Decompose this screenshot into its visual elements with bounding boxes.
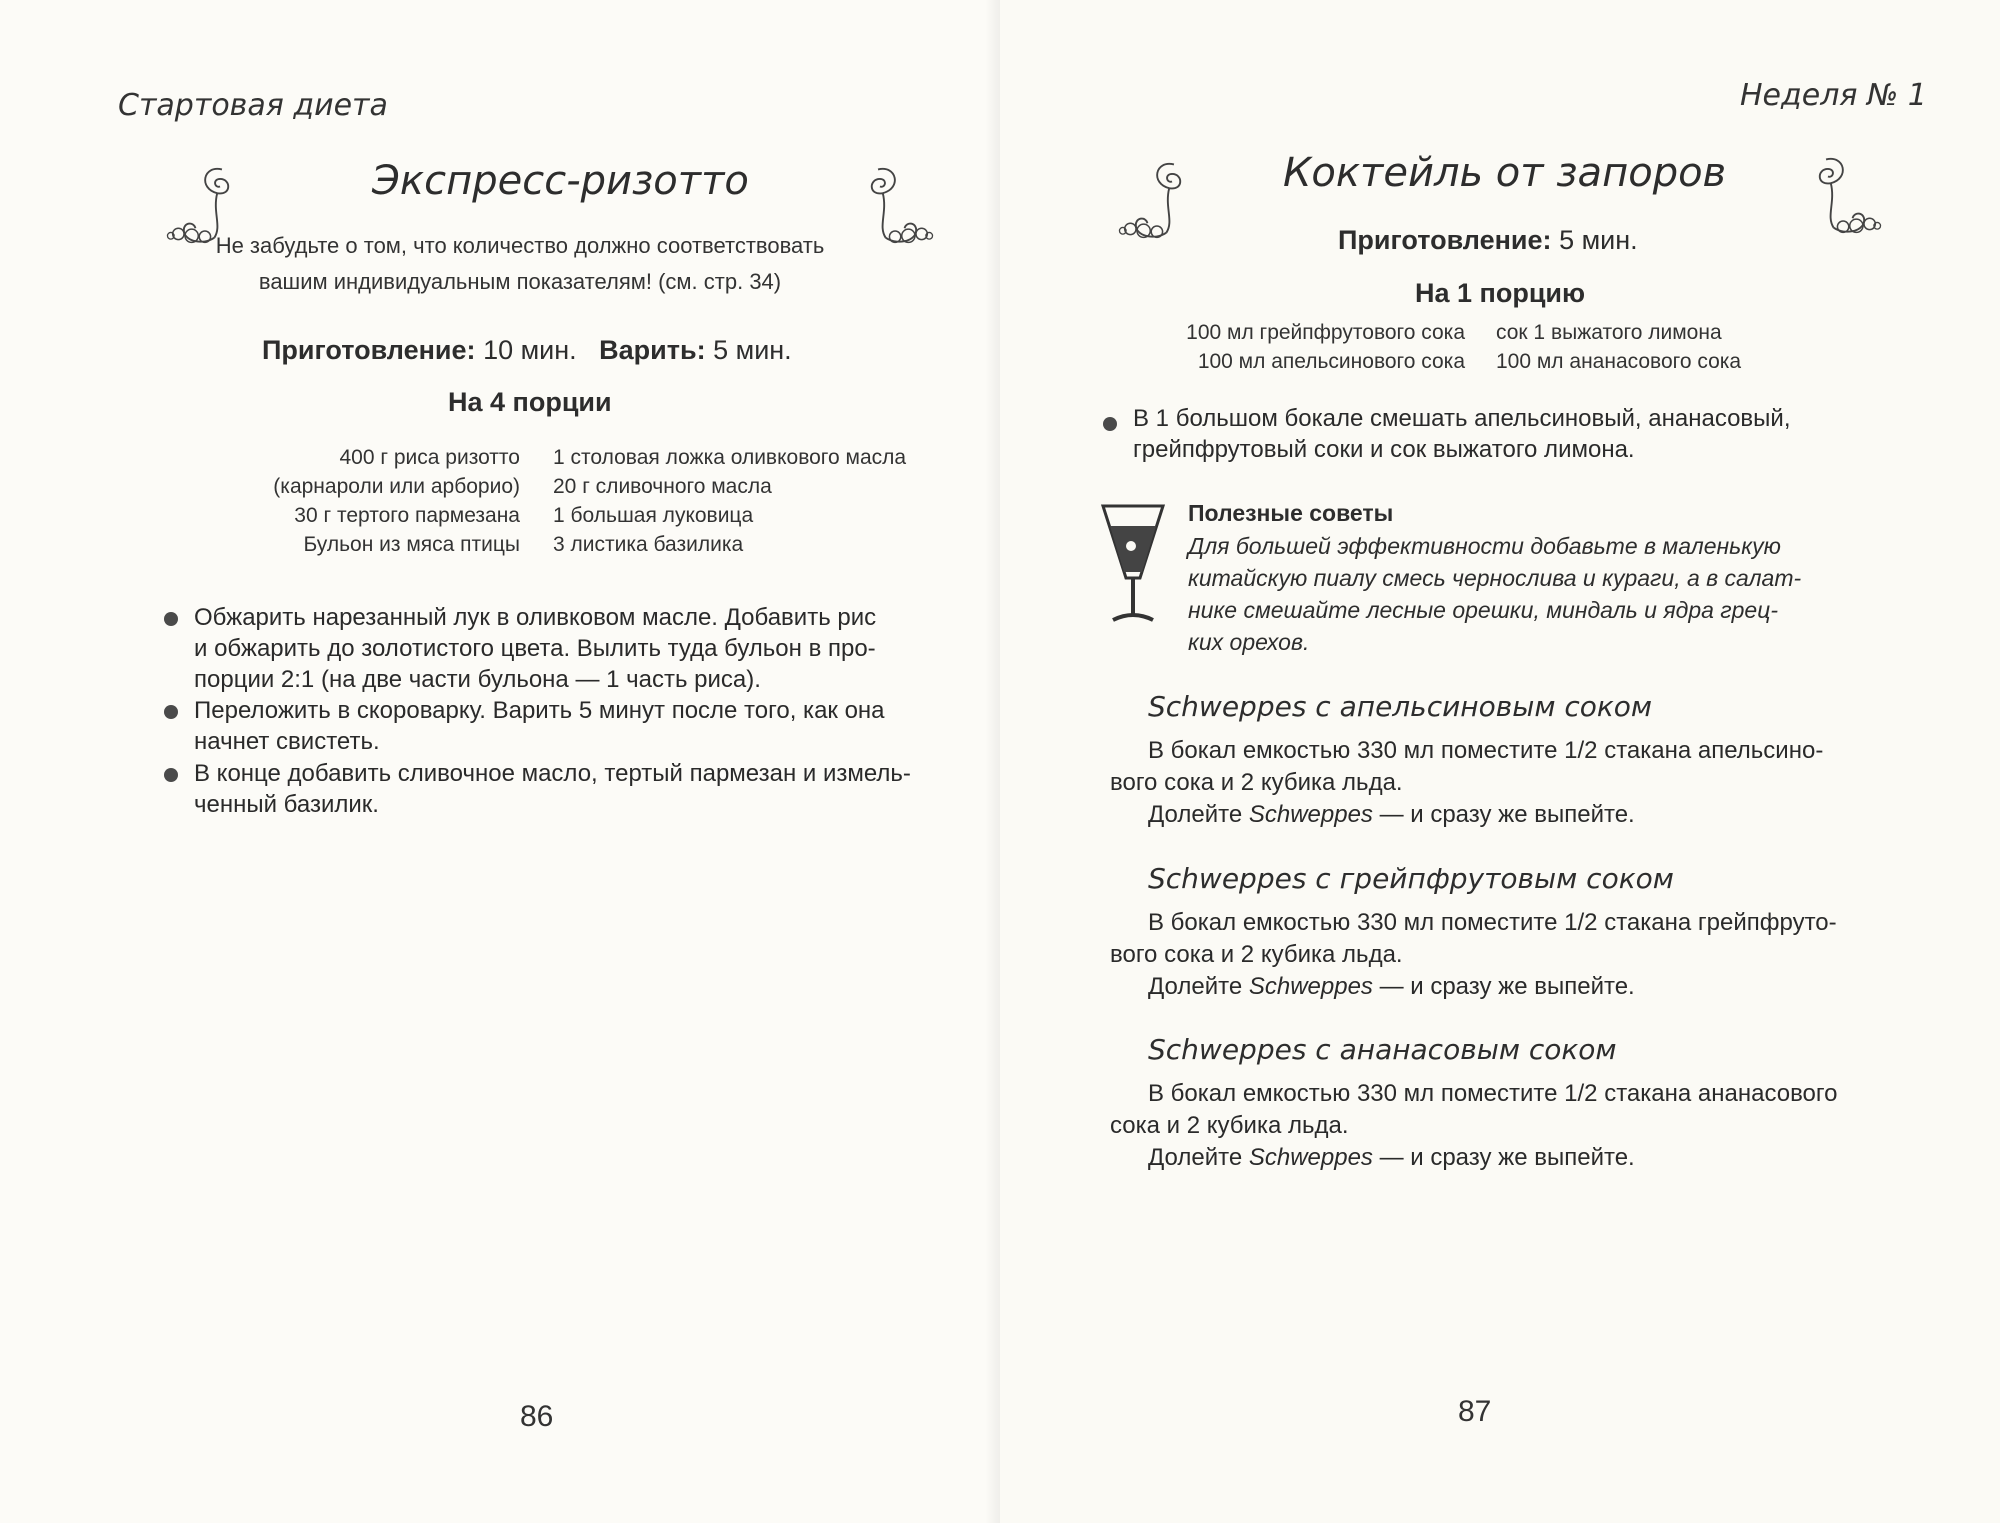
ingredient: Бульон из мяса птицы xyxy=(303,533,520,556)
portions: На 4 порции xyxy=(448,387,612,417)
ingredient: (карнароли или арборио) xyxy=(273,475,520,498)
right-page xyxy=(1000,0,2000,1523)
prep-label: Приготовление: xyxy=(1338,225,1552,255)
variant-line xyxy=(1110,971,1970,1003)
prep-label: Приготовление: xyxy=(262,335,476,365)
note-line: вашим индивидуальным показателям! (см. стр. 34) xyxy=(258,269,782,294)
running-head: Неделя № 1 xyxy=(1740,78,1927,113)
ingredients-right xyxy=(553,443,953,559)
brand-name: Schweppes xyxy=(1248,801,1373,828)
variant-line: вого сока и 2 кубика льда. xyxy=(1110,941,1403,968)
ingredient: сок 1 выжатого лимона xyxy=(1496,321,1722,344)
prep-time xyxy=(1338,225,1638,256)
brand-name: Schweppes xyxy=(1248,1144,1373,1171)
recipe-title: Коктейль от запоров xyxy=(1283,150,1727,196)
cocktail-glass-icon xyxy=(1098,498,1168,628)
swirl-ornament-icon xyxy=(1790,150,1900,240)
ingredient: 1 большая луковица xyxy=(553,504,754,527)
text-fragment: — и сразу же выпейте. xyxy=(1372,1144,1635,1171)
variant-text xyxy=(1110,735,1970,831)
step-2 xyxy=(194,695,954,757)
note-line: Не забудьте о том, что количество должно соответствовать xyxy=(215,233,825,258)
step-3 xyxy=(194,758,954,820)
ingredient: 3 листика базилика xyxy=(553,533,744,556)
variant-line: В бокал емкостью 330 мл поместите 1/2 стакана ананасового xyxy=(1148,1080,1838,1107)
variant-line: В бокал емкостью 330 мл поместите 1/2 стакана грейпфруто- xyxy=(1148,909,1837,936)
variant-text xyxy=(1110,907,1970,1003)
variant-title: Schweppes с апельсиновым соком xyxy=(1148,690,1653,723)
tips-line: нике смешайте лесные орешки, миндаль и ядра грец- xyxy=(1188,597,1779,623)
bullet-icon xyxy=(164,705,178,719)
step-1 xyxy=(1133,403,1953,465)
ingredients-left xyxy=(190,443,520,559)
portions: На 1 порцию xyxy=(1415,278,1586,308)
variant-line xyxy=(1110,1142,1970,1174)
page-number: 86 xyxy=(520,1400,554,1433)
ingredients-right xyxy=(1496,318,1896,376)
step-line: Переложить в скороварку. Варить 5 минут после того, как она xyxy=(194,697,885,724)
ingredient: 400 г риса ризотто xyxy=(339,446,520,469)
prep-value: 10 мин. xyxy=(483,335,577,365)
prep-time xyxy=(262,335,792,366)
ingredients-left xyxy=(1080,318,1465,376)
variant-title: Schweppes с грейпфрутовым соком xyxy=(1148,862,1674,895)
variant-line: сока и 2 кубика льда. xyxy=(1110,1112,1349,1139)
ingredient: 100 мл грейпфрутового сока xyxy=(1186,321,1465,344)
recipe-title: Экспресс-ризотто xyxy=(372,158,749,204)
text-fragment: — и сразу же выпейте. xyxy=(1372,801,1635,828)
text-fragment: — и сразу же выпейте. xyxy=(1372,973,1635,1000)
step-line: грейпфрутовый соки и сок выжатого лимона. xyxy=(1133,436,1635,463)
prep-value: 5 мин. xyxy=(1559,225,1638,255)
variant-line: вого сока и 2 кубика льда. xyxy=(1110,769,1403,796)
text-fragment: Долейте xyxy=(1148,801,1249,828)
brand-name: Schweppes xyxy=(1248,973,1373,1000)
variant-line xyxy=(1110,799,1970,831)
step-line: В конце добавить сливочное масло, тертый пармезан и измель- xyxy=(194,760,911,787)
step-line: В 1 большом бокале смешать апельсиновый, ананасовый, xyxy=(1133,405,1791,432)
text-fragment: Долейте xyxy=(1148,1144,1249,1171)
swirl-ornament-icon xyxy=(1100,155,1210,245)
ingredient: 20 г сливочного масла xyxy=(553,475,772,498)
step-line: ченный базилик. xyxy=(194,791,379,818)
bullet-icon xyxy=(164,612,178,626)
cook-label: Варить: xyxy=(599,335,706,365)
step-line: и обжарить до золотистого цвета. Вылить туда бульон в про- xyxy=(194,635,876,662)
step-line: порции 2:1 (на две части бульона — 1 часть риса). xyxy=(194,666,761,693)
cook-value: 5 мин. xyxy=(713,335,792,365)
variant-line: В бокал емкостью 330 мл поместите 1/2 стакана апельсино- xyxy=(1148,737,1824,764)
ingredient: 100 мл апельсинового сока xyxy=(1197,350,1465,373)
tips-line: китайскую пиалу смесь чернослива и кураги, а в салат- xyxy=(1188,565,1802,591)
step-line: Обжарить нарезанный лук в оливковом масле. Добавить рис xyxy=(194,604,877,631)
variant-text xyxy=(1110,1078,1970,1174)
running-head: Стартовая диета xyxy=(118,88,388,123)
tips-line: Для большей эффективности добавьте в маленькую xyxy=(1188,533,1781,559)
ingredient: 1 столовая ложка оливкового масла xyxy=(553,446,907,469)
text-fragment: Долейте xyxy=(1148,973,1249,1000)
page-number: 87 xyxy=(1458,1395,1492,1428)
tips-text xyxy=(1188,530,1958,658)
bullet-icon xyxy=(164,768,178,782)
portion-note xyxy=(170,228,870,300)
step-line: начнет свистеть. xyxy=(194,728,380,755)
tips-title: Полезные советы xyxy=(1188,500,1394,526)
tips-line: ких орехов. xyxy=(1188,629,1310,655)
bullet-icon xyxy=(1103,417,1117,431)
step-1 xyxy=(194,602,954,695)
variant-title: Schweppes с ананасовым соком xyxy=(1148,1033,1617,1066)
ingredient: 100 мл ананасового сока xyxy=(1496,350,1742,373)
ingredient: 30 г тертого пармезана xyxy=(294,504,520,527)
